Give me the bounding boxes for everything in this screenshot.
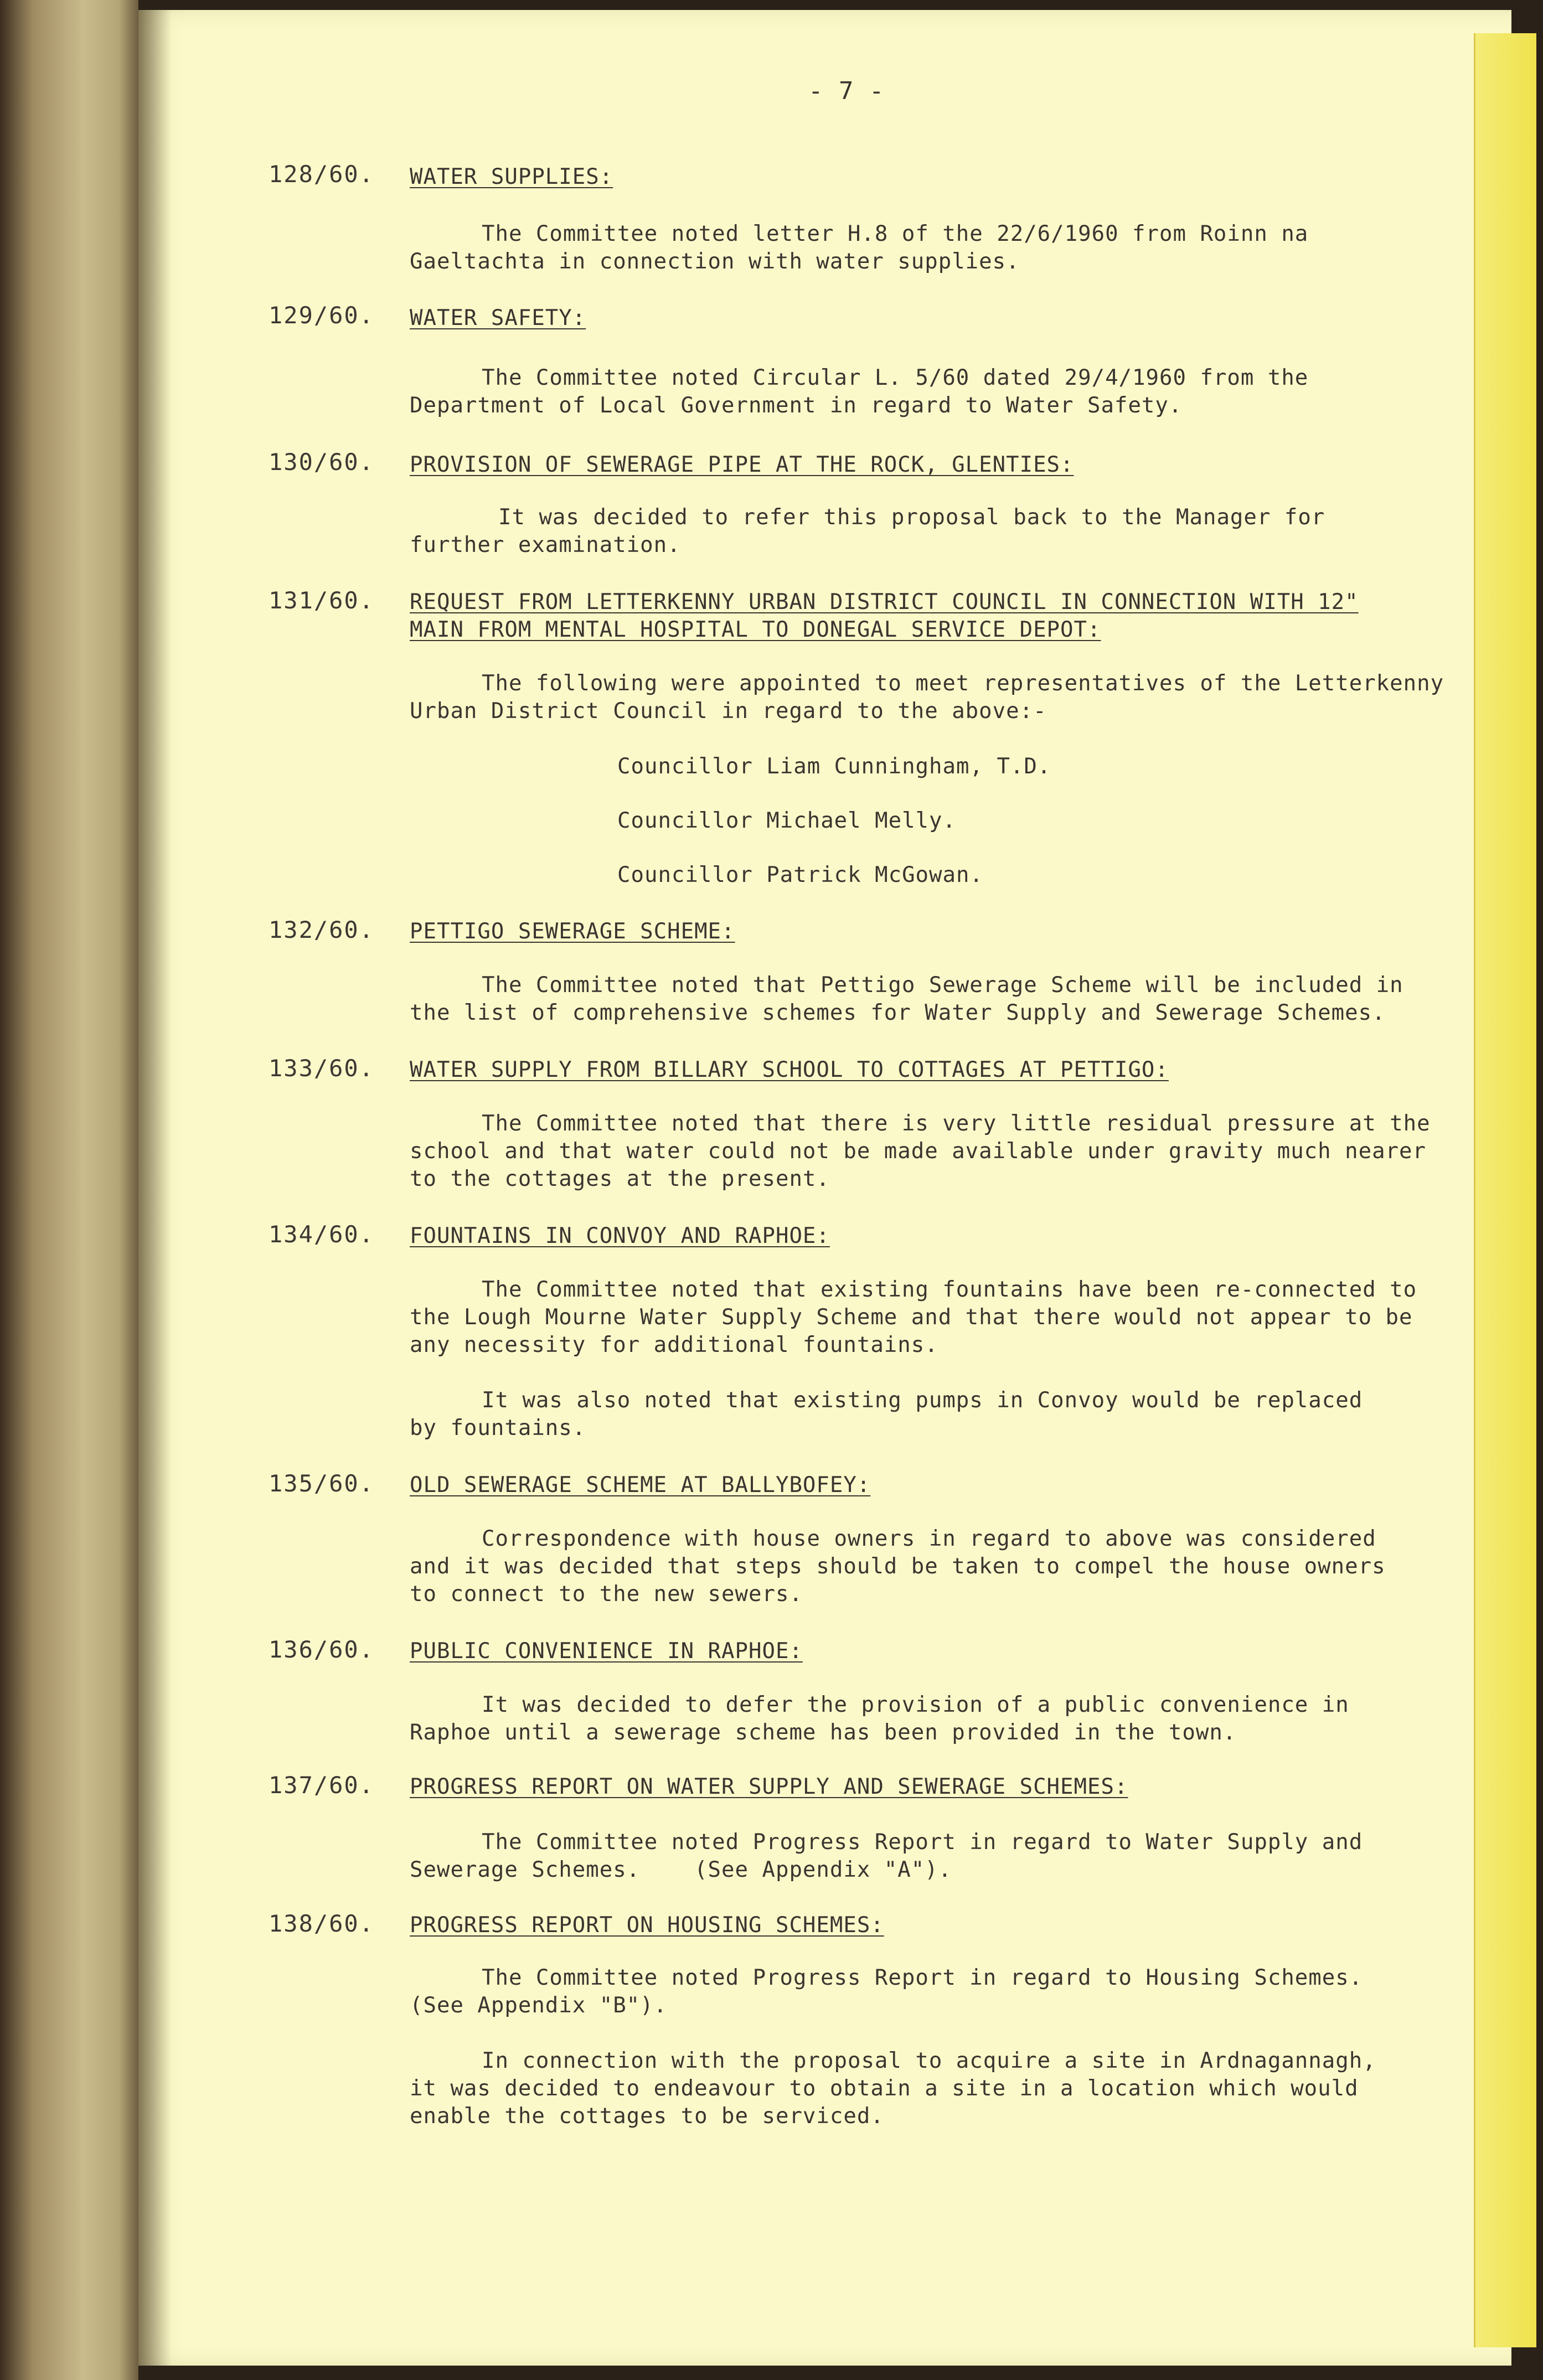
item-heading: PROGRESS REPORT ON HOUSING SCHEMES:	[410, 1913, 884, 1938]
item-number: 134/60.	[269, 1221, 375, 1248]
item-number: 130/60.	[269, 448, 375, 476]
item-number: 136/60.	[269, 1636, 375, 1663]
item-text: It was also noted that existing pumps in Convoy would be replaced	[482, 1388, 1363, 1413]
item-number: 131/60.	[269, 587, 375, 614]
item-heading: PROVISION OF SEWERAGE PIPE AT THE ROCK, GLENTIES:	[410, 452, 1074, 477]
item-heading: PUBLIC CONVENIENCE IN RAPHOE:	[410, 1639, 803, 1664]
left-page-edge	[0, 0, 138, 2380]
item-text: to the cottages at the present.	[410, 1166, 830, 1191]
item-text: The Committee noted Progress Report in regard to Water Supply and	[482, 1830, 1363, 1855]
item-text: The Committee noted that there is very little residual pressure at the	[482, 1111, 1431, 1136]
item-heading: REQUEST FROM LETTERKENNY URBAN DISTRICT COUNCIL IN CONNECTION WITH 12"	[410, 590, 1359, 615]
item-text: Department of Local Government in regard to Water Safety.	[410, 393, 1183, 418]
item-text: Urban District Council in regard to the above:-	[410, 699, 1047, 724]
appointee-name: Councillor Michael Melly.	[617, 808, 956, 833]
item-text: The Committee noted letter H.8 of the 22/6/1960 from Roinn na	[482, 221, 1309, 246]
item-text: and it was decided that steps should be taken to compel the house owners	[410, 1554, 1386, 1579]
item-number: 138/60.	[269, 1910, 375, 1937]
page-gutter-shadow	[138, 10, 172, 2366]
item-text: The Committee noted that existing fountains have been re-connected to	[482, 1277, 1417, 1302]
item-heading: MAIN FROM MENTAL HOSPITAL TO DONEGAL SERVICE DEPOT:	[410, 617, 1101, 642]
item-text: Gaeltachta in connection with water supplies.	[410, 249, 1020, 274]
item-number: 128/60.	[269, 161, 375, 188]
item-text: (See Appendix "B").	[410, 1993, 668, 2018]
item-text: Correspondence with house owners in regard to above was considered	[482, 1526, 1376, 1551]
item-text: school and that water could not be made available under gravity much nearer	[410, 1139, 1426, 1164]
item-text: it was decided to endeavour to obtain a site in a location which would	[410, 2076, 1359, 2101]
item-text: The Committee noted Circular L. 5/60 dated 29/4/1960 from the	[482, 365, 1309, 390]
item-text: The Committee noted that Pettigo Sewerage Scheme will be included in	[482, 973, 1403, 998]
item-number: 137/60.	[269, 1772, 375, 1799]
item-number: 129/60.	[269, 302, 375, 329]
item-heading: WATER SUPPLIES:	[410, 164, 613, 189]
item-text: In connection with the proposal to acquire a site in Ardnagannagh,	[482, 2048, 1376, 2073]
yellow-divider-sheet	[1474, 33, 1536, 2347]
item-number: 135/60.	[269, 1470, 375, 1497]
item-text: The following were appointed to meet representatives of the Letterkenny	[482, 671, 1444, 696]
item-number: 132/60.	[269, 916, 375, 943]
item-text: further examination.	[410, 533, 681, 557]
item-text: to connect to the new sewers.	[410, 1582, 803, 1607]
item-heading: OLD SEWERAGE SCHEME AT BALLYBOFEY:	[410, 1473, 871, 1498]
item-heading: FOUNTAINS IN CONVOY AND RAPHOE:	[410, 1223, 830, 1248]
item-text: any necessity for additional fountains.	[410, 1333, 938, 1357]
item-text: the Lough Mourne Water Supply Scheme and that there would not appear to be	[410, 1305, 1413, 1330]
appointee-name: Councillor Patrick McGowan.	[617, 863, 983, 887]
item-text: the list of comprehensive schemes for Water Supply and Sewerage Schemes.	[410, 1000, 1386, 1025]
item-text: Sewerage Schemes. (See Appendix "A").	[410, 1857, 952, 1882]
item-number: 133/60.	[269, 1055, 375, 1082]
item-text: It was decided to refer this proposal back to the Manager for	[498, 505, 1325, 530]
item-text: The Committee noted Progress Report in regard to Housing Schemes.	[482, 1965, 1363, 1990]
item-heading: PROGRESS REPORT ON WATER SUPPLY AND SEWERAGE SCHEMES:	[410, 1774, 1128, 1799]
item-text: It was decided to defer the provision of a public convenience in	[482, 1692, 1349, 1717]
item-text: Raphoe until a sewerage scheme has been provided in the town.	[410, 1720, 1237, 1745]
item-text: by fountains.	[410, 1416, 586, 1441]
page-number: - 7 -	[808, 77, 885, 105]
item-heading: WATER SAFETY:	[410, 306, 586, 331]
appointee-name: Councillor Liam Cunningham, T.D.	[617, 754, 1051, 779]
item-text: enable the cottages to be serviced.	[410, 2104, 884, 2129]
item-heading: PETTIGO SEWERAGE SCHEME:	[410, 919, 735, 944]
item-heading: WATER SUPPLY FROM BILLARY SCHOOL TO COTTAGES AT PETTIGO:	[410, 1057, 1169, 1082]
